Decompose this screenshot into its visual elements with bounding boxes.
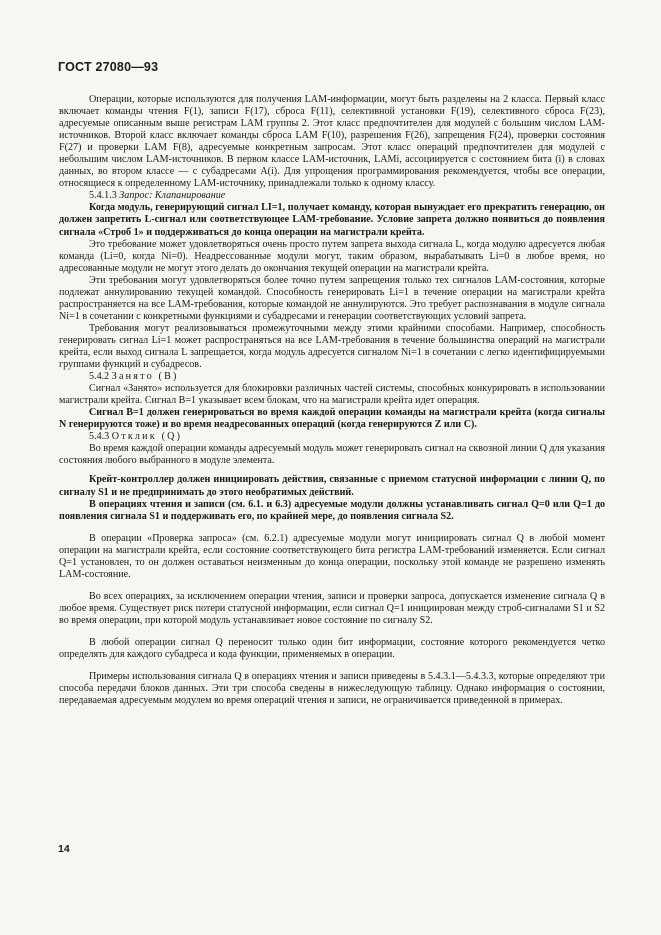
section-heading-5-4-3 <box>59 431 605 443</box>
paragraph-busy-usage: Сигнал «Занято» используется для блокировки различных частей системы, способных конкурировать в использовании магистрали крейта. Сигнал B=1 указывает всем блокам, что на магистрали крейта идет операция. <box>59 383 605 407</box>
section-heading-5-4-2 <box>59 371 605 383</box>
page-number: 14 <box>58 843 70 855</box>
page-header: ГОСТ 27080—93 <box>58 60 159 74</box>
paragraph-lam-classes: Операции, которые используются для получения LAM-информации, могут быть разделены на 2 класса. Первый класс включает команды чтения F(1), записи F(17), сброса F(11), селективной установки F(19), селективного сброса F(23), адресуемые описанным выше регистрам LAM группы 2. Этот класс предпочтителен для модулей с большим числом LAM-источников. Второй класс включает команды сброса LAM F(10), разрешения F(26), запрещения F(24), проверки состояния F(27) и проверки LAM F(8), адресуемые конкретным запросам. Этот класс операций предпочтителен для модулей с небольшим числом LAM-источников. В первом классе LAM-источник, LAMi, ассоциируется с состоянием бита (i) в словах данных, во втором классе — с субадресами A(i). Для упрощения программирования рекомендуется, чтобы все операции, относящиеся к определенному LAM-источнику, принадлежали только к одному классу. <box>59 94 605 190</box>
section-number: 5.4.2 <box>89 371 110 383</box>
section-heading-5-4-1-3 <box>59 190 605 202</box>
paragraph-controller-requirement: Крейт-контроллер должен инициировать действия, связанные с приемом статусной информации с линии Q, по сигналу S1 и не предпринимать до этого необратимых действий. <box>59 474 605 498</box>
paragraph-intermediate: Требования могут реализовываться промежуточными между этими крайними способами. Например, способность генерировать сигнал Li=1 может распространяться на все LAM-требования в течение большинства операций на магистрали крейта, если выход сигнала L запрещается, когда модуль адресуется сигналом Ni=1 в сочетании с легко идентифицируемыми группами функций и субадресов. <box>59 322 605 371</box>
paragraph-read-write-requirement: В операциях чтения и записи (см. 6.1. и 6.3) адресуемые модули должны устанавливать сигнал Q=0 или Q=1 до появления сигнала S1 и поддерживать его, по крайней мере, до появления сигнала S2. <box>59 498 605 522</box>
section-title: Отклик (Q) <box>111 431 183 443</box>
paragraph-single-bit: В любой операции сигнал Q переносит только один бит информации, состояние которого рекомендуется четко определять для каждого субадреса и кода функции, применяемых в операции. <box>59 636 605 661</box>
paragraph-precise-inhibit: Эти требования могут удовлетворяться более точно путем запрещения только тех сигналов LAM-состояния, которые подлежат аннулированию текущей командой. Способность генерировать Li=1 в течение операции на магистрали крейта распространяется на все LAM-требования, которые командой не аннулируются. Это требует распознавания в модуле сигнала Ni=1 в сочетании с конкретными функциями и субадресами и генерации соответствующих условий запрета. <box>59 274 605 322</box>
paragraph-examples: Примеры использования сигнала Q в операциях чтения и записи приведены в 5.4.3.1—5.4.3.3, которые определяют три способа передачи блоков данных. Эти три способа сведены в нижеследующую таблицу. Однако информация о состоянии, передаваемая адресуемым модулем во время операций чтения и записи, не ограничивается приведенной в примерах. <box>59 671 605 707</box>
paragraph-response-intro: Во время каждой операции команды адресуемый модуль может генерировать сигнал на сквозной линии Q для указания состояния любого выбранного в модуле элемента. <box>59 443 605 467</box>
paragraph-busy-requirement: Сигнал B=1 должен генерироваться во время каждой операции команды на магистрали крейта (когда сигналы N генерируются тоже) и во время неадресованных операций (когда генерируются Z или C). <box>59 407 605 431</box>
paragraph-other-operations: Во всех операциях, за исключением операции чтения, записи и проверки запроса, допускается изменение сигнала Q в любое время. Существует риск потери статусной информации, если сигнал Q=1 инициирован между строб-сигналами S1 и S2 во время операции, при которой модуль устанавливает новое состояние по сигналу S2. <box>59 590 605 626</box>
section-number: 5.4.3 <box>89 431 110 443</box>
paragraph-simple-inhibit: Это требование может удовлетворяться очень просто путем запрета выхода сигнала L, когда модулю адресуется любая команда (Li=0, когда Ni=0). Неадрессованные модули могут, таким образом, вырабатывать Li=0 в любое время, но адресованные модули не могут этого делать до окончания текущей операции на магистрали крейта. <box>59 238 605 274</box>
section-title: Запрос: Клапанирование <box>119 190 226 202</box>
paragraph-requirement-gating: Когда модуль, генерирующий сигнал LI=1, получает команду, которая вынуждает его прекратить генерацию, он должен запретить L-сигнал или соответствующее LAM-требование. Условие запрета должно появиться до появления сигнала «Строб 1» и поддерживаться до конца операции на магистрали крейта. <box>59 202 605 238</box>
paragraph-test-lam: В операции «Проверка запроса» (см. 6.2.1) адресуемые модули могут инициировать сигнал Q в любой момент операции на магистрали крейта, если состояние соответствующего бита регистра LAM-требований изменяется. Если сигнал Q=1 установлен, то он должен оставаться неизменным до конца операции, поскольку этой команде не разрешено изменять LAM-состояние. <box>59 532 605 580</box>
body-text <box>59 94 605 707</box>
section-number: 5.4.1.3 <box>89 190 117 202</box>
section-title: Занято (B) <box>111 371 179 383</box>
